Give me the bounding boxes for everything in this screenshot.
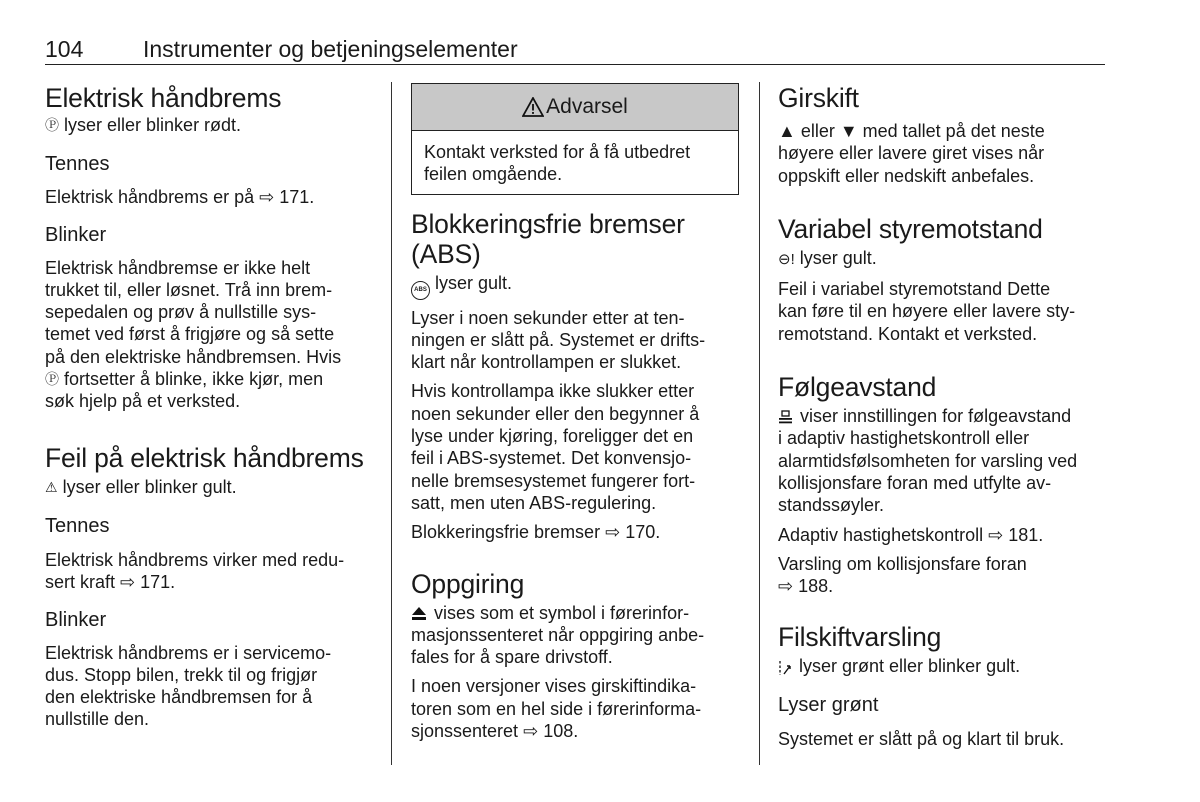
reference-arrow-icon: ⇨ <box>605 522 621 543</box>
paragraph: Systemet er slått på og klart til bruk. <box>778 728 1065 749</box>
warning-header <box>412 84 738 131</box>
parking-brake-icon: Ⓟ <box>45 371 59 388</box>
section-title: Filskiftvarsling <box>778 622 942 653</box>
page-title: Instrumenter og betjeningselementer <box>143 36 518 62</box>
parking-brake-icon: Ⓟ <box>45 117 59 133</box>
warning-box <box>411 83 739 195</box>
section-title: Følgeavstand <box>778 372 937 403</box>
paragraph: Elektrisk håndbrems er på ⇨ 171. <box>45 187 315 208</box>
warning-text: Kontakt verksted for å få utbedret feilen omgående. <box>424 142 691 185</box>
brake-fault-icon: ⚠ <box>45 478 58 495</box>
reference-arrow-icon: ⇨ <box>120 572 136 593</box>
section-title: Feil på elektrisk håndbrems <box>45 442 364 473</box>
section-title: Variabel styremotstand <box>778 213 1043 244</box>
intro-text: ABS lyser gult. <box>411 272 741 300</box>
paragraph: Elektrisk håndbremse er ikke helt trukket til, eller løsnet. Trå inn brem- sepedalen og prøv å nullstille sys- temet ved først å frigjøre og så sette på den elektriske håndbremsen. Hvis Ⓟ fortsetter å blinke, ikke kjør, men søk hjelp på et verksted. <box>45 257 342 412</box>
column-2 <box>411 80 741 742</box>
section-title: Oppgiring <box>411 568 525 599</box>
page-header <box>45 34 1105 65</box>
paragraph: vises som et symbol i førerinfor- masjonssenteret når oppgiring anbe- fales for å spare drivstoff. <box>411 602 705 668</box>
intro-text: ⚠ lyser eller blinker gult. <box>45 476 237 497</box>
column-3 <box>778 80 1108 750</box>
paragraph: Elektrisk håndbrems er i servicemo- dus. Stopp bilen, trekk til og frigjør den elektriske håndbremsen for å nullstille den. <box>45 642 332 730</box>
paragraph: Feil i variabel styremotstand Dette kan føre til en høyere eller lavere sty- remotstand. Kontakt et verksted. <box>778 279 1076 344</box>
paragraph: Hvis kontrollampa ikke slukker etter noen sekunder eller den begynner å lyse under kjøring, foreligger det en feil i ABS-systemet. Det konvensjo- nelle bremsesystemet fungerer fort- satt, men uten ABS-regulering. <box>411 381 700 513</box>
warning-title: Advarsel <box>546 95 628 118</box>
subheading: Blinker <box>45 223 107 246</box>
reference-arrow-icon: ⇨ <box>523 721 539 742</box>
section-title: Girskift <box>778 83 859 113</box>
intro-text: ⊖! lyser gult. <box>778 247 877 268</box>
intro-text: Ⓟ lyser eller blinker rødt. <box>45 115 242 135</box>
lane-change-icon <box>778 660 792 676</box>
paragraph: Adaptiv hastighetskontroll ⇨ 181. <box>778 524 1044 545</box>
warning-triangle-icon <box>522 97 544 117</box>
steering-warning-icon: ⊖! <box>778 250 795 268</box>
page-number: 104 <box>45 36 84 62</box>
shift-up-icon <box>411 606 427 622</box>
abs-icon: ABS <box>411 281 430 300</box>
paragraph: Varsling om kollisjonsfare foran ⇨ 188. <box>778 553 1027 597</box>
subheading: Lyser grønt <box>778 693 879 716</box>
section-title: Blokkeringsfrie bremser (ABS) <box>411 208 685 269</box>
intro-text: lyser grønt eller blinker gult. <box>778 655 1108 677</box>
section-title: Elektrisk håndbrems <box>45 83 282 113</box>
paragraph: Lyser i noen sekunder etter at ten- ningen er slått på. Systemet er drifts- klart når kontrollampen er slukket. <box>411 307 706 373</box>
paragraph: Elektrisk håndbrems virker med redu- sert kraft ⇨ 171. <box>45 549 345 593</box>
following-distance-icon <box>778 410 793 425</box>
reference-arrow-icon: ⇨ <box>259 187 275 208</box>
paragraph: ▲ eller ▼ med tallet på det neste høyere eller lavere giret vises når oppskift eller nedskift anbefales. <box>778 121 1045 186</box>
paragraph: viser innstillingen for følgeavstand i adaptiv hastighetskontroll eller alarmtidsfølsomheten for varsling ved kollisjonsfare foran med utfylte av- standssøyler. <box>778 406 1078 516</box>
paragraph: Blokkeringsfrie bremser ⇨ 170. <box>411 522 661 543</box>
column-divider <box>759 82 760 765</box>
reference-arrow-icon: ⇨ <box>988 524 1004 545</box>
column-divider <box>391 82 392 765</box>
reference-arrow-icon: ⇨ <box>778 576 794 597</box>
subheading: Blinker <box>45 608 107 631</box>
column-1 <box>45 80 375 731</box>
subheading: Tennes <box>45 153 110 176</box>
subheading: Tennes <box>45 514 110 537</box>
paragraph: I noen versjoner vises girskiftindika- toren som en hel side i førerinforma- sjonssenteret ⇨ 108. <box>411 676 702 742</box>
